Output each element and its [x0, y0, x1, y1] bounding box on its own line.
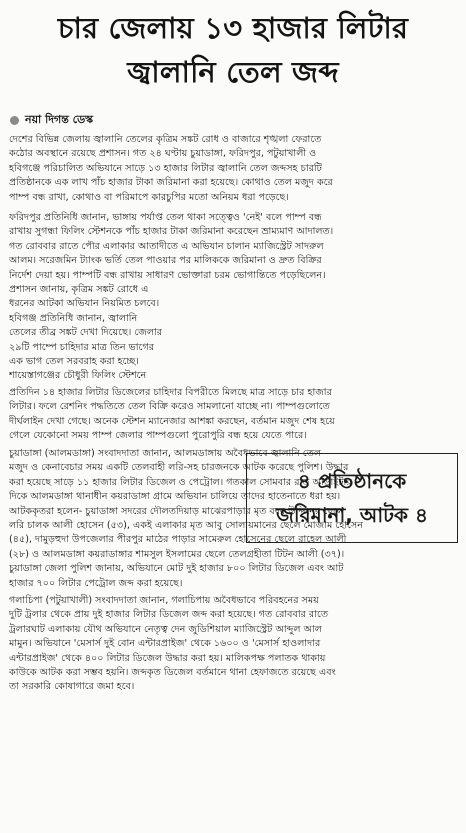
- text-line: গলাচিপা (পটুয়াখালী) সংবাদদাতা জানান, গলাচিপায় অবৈধভাবে পরিবহনের সময়: [9, 595, 319, 606]
- text-line: প্রশাসন জানায়, কৃত্রিম সঙ্কট রোধে এ: [9, 284, 149, 295]
- text-line: ধরনের আটকা অভিযান নিয়মিত চলবে।: [9, 298, 160, 310]
- callout-line-2: জরিমানা, আটক ৪: [276, 503, 428, 527]
- text-line: গত রোববার রাতে পৌর এলাকার আতাদীতে এ অভিযান চালান ম্যাজিস্ট্রেট সাদরুল: [9, 240, 324, 252]
- text-line: মামুন। অভিযানে 'মেসার্স দুই বোন এন্টারপ্রাইজ' থেকে ১৬০০ ও 'মেসার্স হাওলাদার: [9, 638, 321, 650]
- text-line: হাজার ৭০০ লিটার পেট্রোল জব্দ করা হয়েছে।: [9, 577, 183, 589]
- text-line: (৪৫), দামুড়হুদা উপজেলার পীরপুর মাঠের পাড়ার সামেরুল হোসেনের ছেলে রাহেল আলী: [9, 534, 347, 546]
- text-line: ট্রলারঘাট এলাকায় যৌথ অভিযানে নেতৃত্ব দেন জুডিশিয়াল ম্যাজিস্ট্রেট আব্দুল আল: [9, 623, 322, 635]
- text-line: পাম্প বন্ধ রাখা, কোথাও বা পরিমাপে কারচুপির মতো অনিয়ম ধরা পড়েছে।: [9, 191, 289, 203]
- text-line: দীর্ঘলাইন দেখা গেছে। অনেক স্টেশন ম্যানেজার আশঙ্কা করছেন, বর্তমান মজুদ শেষ হয়ে: [9, 415, 335, 427]
- text-line: গেলে যেকোনো সময় পাম্প জেলার পাম্পগুলো পুরোপুরি বন্ধ হয়ে যেতে পারে।: [9, 430, 307, 442]
- paragraph-faridpur: [9, 211, 457, 283]
- text-line: দিকে আলমডাঙ্গা থানাধীন কয়রাডাঙ্গা গ্রামে অভিযান চালিয়ে তাদের হাতেনাতে ধরা হয়।: [9, 491, 341, 503]
- paragraph-intro: [9, 133, 457, 205]
- paragraph-chuadanga: [9, 447, 457, 591]
- text-line: এন্টারপ্রাইজ' থেকে ৪০০ লিটার ডিজেল উদ্ধার করা হয়। মালিকপক্ষ পলাতক থাকায়: [9, 652, 326, 664]
- text-line: প্রতিদিন ১৪ হাজার লিটার ডিজেলের চাহিদার বিপরীতে মিলছে মাত্র সাড়ে চার হাজার: [9, 387, 332, 398]
- text-line: হবিগঞ্জ প্রতিনিধি জানান, জ্বালানি: [9, 312, 138, 324]
- text-line: এক ভাগ তেল সরবরাহ করা হচ্ছে।: [9, 355, 139, 367]
- text-line: মজুদ ও কেনাবেচার সময় একটি তেলবাহী লরি-সহ চারজনকে আটক করেছে পুলিশ। উদ্ধার: [9, 462, 349, 474]
- text-line: ২৯টি পাম্পে চাহিদার মাত্র তিন ভাগের: [9, 341, 154, 353]
- text-line: প্রতিষ্ঠানকে এক লাখ পাঁচ হাজার টাকা জরিমানা করা হয়েছে। কোথাও তেল মজুদ করে: [9, 177, 333, 189]
- text-line: (২৮) ও আলমডাঙ্গা কয়রাডাঙ্গার শামসুল ইসলামের ছেলে তেলগ্রহীতা টিটন আলী (৩৭)।: [9, 548, 345, 560]
- text-line: শায়েস্তাগঞ্জের চৌধুরী ফিলিং স্টেশনে: [9, 370, 147, 382]
- text-line: লিটার। ফলে রেশনিং পদ্ধতিতে তেল বিক্রি করেও সামলানো যাচ্ছে না। পাম্পগুলোতে: [9, 401, 330, 413]
- text-line: দেশের বিভিন্ন জেলায় জ্বালানি তেলের কৃত্রিম সঙ্কট রোধ ও বাজারে শৃঙ্খলা ফেরাতে: [9, 134, 322, 145]
- text-line: তা সরকারি কোষাগারে জমা হবে।: [9, 681, 135, 693]
- bullet-dot-icon: [10, 116, 19, 125]
- paragraph-galachipa: [9, 594, 457, 695]
- text-line: আটককৃতরা হলেন- চুয়াডাঙ্গা সদরের দৌলতদিয়াড় মাঝেরপাড়ার মৃত বদর উদ্দিনের ছেলে: [9, 505, 345, 517]
- headline: [0, 6, 466, 94]
- text-line: ফরিদপুর প্রতিনিধি জানান, ভাঙ্গায় পর্যাপ্ত তেল থাকা সত্ত্বেও 'নেই' বলে পাম্প বন্ধ: [9, 212, 322, 223]
- callout-line-1: ৪ প্রতিষ্ঠানকে: [297, 469, 407, 493]
- text-line: নির্দেশ দেয়া হয়। পাম্পটি বন্ধ রাখায় সাধারণ ভোক্তারা চরম ভোগান্তিতে পড়েছিলেন।: [9, 269, 326, 281]
- text-line: তেলের তীব্র সঙ্কট দেখা দিয়েছে। জেলার: [9, 327, 163, 339]
- desk-label: নয়া দিগন্ত ডেস্ক: [25, 113, 94, 126]
- text-line: হবিগঞ্জে পরিচালিত অভিযানে সাড়ে ১৩ হাজার লিটার জ্বালানি তেল জব্দসহ চারটি: [9, 162, 322, 174]
- desk-byline: [10, 112, 93, 128]
- paragraph-habiganj: [9, 283, 457, 384]
- paragraph-habiganj-cont: [9, 386, 457, 444]
- headline-line-2: জ্বালানি তেল জব্দ: [127, 55, 339, 89]
- text-line: চুয়াডাঙ্গা (আলমডাঙ্গা) সংবাদদাতা জানান, আলমডাঙ্গায় অবৈধভাবে জ্বালানি তেল: [9, 448, 322, 459]
- text-line: দুটি ট্রলার থেকে প্রায় দুই হাজার লিটার ডিজেল জব্দ করা হয়েছে। গত রোববার রাতে: [9, 609, 329, 621]
- text-line: আলম। সরেজমিন ট্যাংক ভর্তি তেল পাওয়ার পর মালিককে জরিমানা ও দ্রুত বিক্রির: [9, 255, 322, 267]
- headline-line-1: চার জেলায় ১৩ হাজার লিটার: [57, 11, 409, 45]
- text-line: কাউকে আটক করা সম্ভব হয়নি। জব্দকৃত ডিজেল বর্তমানে থানা হেফাজতে রয়েছে এবং: [9, 666, 336, 678]
- text-line: করা হয়েছে সাড়ে ১১ হাজার লিটার ডিজেল ও পেট্রোল। গতকাল সোমবার রাত আড়াইটার: [9, 476, 352, 488]
- text-line: চুয়াডাঙ্গা জেলা পুলিশ জানায়, অভিযানে মোট দুই হাজার ৮০০ লিটার ডিজেল এবং আট: [9, 563, 344, 575]
- text-line: রাখায় সুগন্ধা ফিলিং স্টেশনকে পাঁচ হাজার টাকা জরিমানা করেছেন ভ্রাম্যমাণ আদালত।: [9, 226, 334, 238]
- text-line: লরি চালক আলী হোসেন (৫৩), একই এলাকার মৃত আবু সোলায়মানের ছেলে মোজাম হোসেন: [9, 519, 363, 531]
- text-line: কঠোর অবস্থানে রয়েছে প্রশাসন। গত ২৪ ঘণ্টায় চুয়াডাঙ্গা, ফরিদপুর, পটুয়াখালী ও: [9, 148, 317, 160]
